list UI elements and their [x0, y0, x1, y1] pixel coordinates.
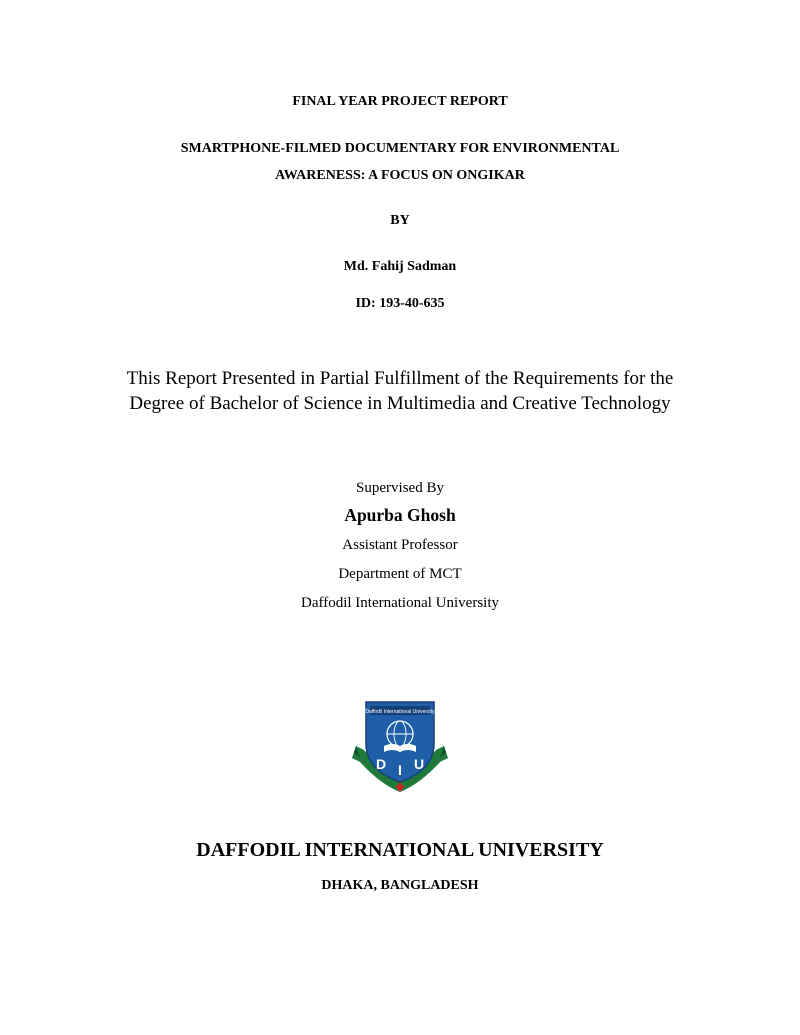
author-name: Md. Fahij Sadman: [343, 259, 457, 274]
university-name: DAFFODIL INTERNATIONAL UNIVERSITY: [196, 839, 604, 861]
logo-letter-d: D: [375, 756, 387, 772]
supervisor-title: Assistant Professor: [342, 537, 458, 553]
supervised-by-label: Supervised By: [356, 480, 444, 496]
by-label: BY: [390, 213, 410, 228]
fulfillment-statement-line-1: This Report Presented in Partial Fulfillment of the Requirements for the: [126, 368, 674, 389]
supervisor-university: Daffodil International University: [300, 595, 499, 611]
fulfillment-statement-line-2: Degree of Bachelor of Science in Multimedia and Creative Technology: [129, 393, 671, 414]
report-title-line-2: AWARENESS: A FOCUS ON ONGIKAR: [275, 168, 525, 183]
logo-letter-i: I: [398, 762, 402, 778]
supervisor-department: Department of MCT: [338, 566, 462, 582]
supervisor-name: Apurba Ghosh: [344, 505, 456, 525]
logo-banner-text: Daffodil International University: [365, 709, 435, 715]
university-city: DHAKA, BANGLADESH: [321, 878, 479, 893]
report-label: FINAL YEAR PROJECT REPORT: [292, 94, 508, 109]
university-logo: [350, 696, 450, 794]
logo-letter-u: U: [413, 756, 425, 772]
student-id: ID: 193-40-635: [355, 296, 445, 311]
report-title-line-1: SMARTPHONE-FILMED DOCUMENTARY FOR ENVIRONMENTAL: [180, 141, 620, 156]
